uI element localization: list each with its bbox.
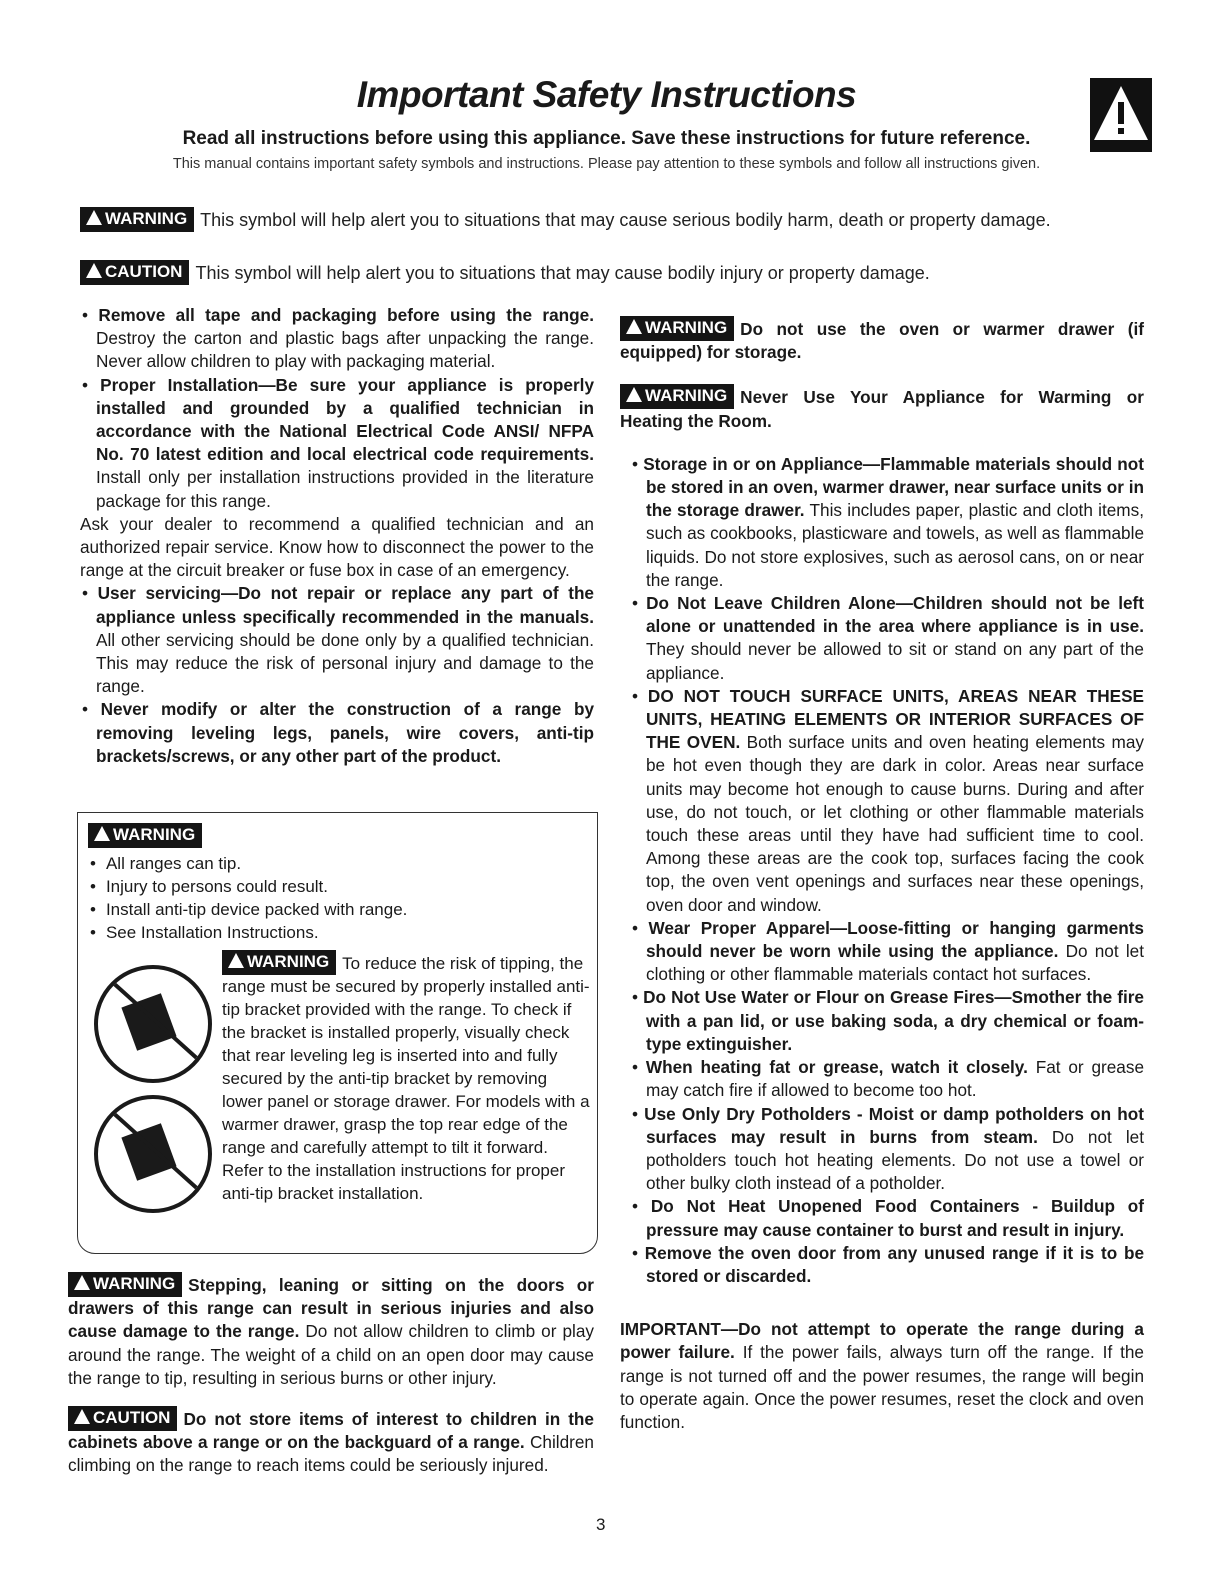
list-item: • Storage in or on Appliance—Flammable materials should not be stored in an oven, warmer drawer, near surface units or in the storage drawer. This includes paper, plastic and cloth items, such as cookbooks, plasticware and towels, as well as flammable liquids. Do not store explosives, such as aerosol cans, on or near the range. bbox=[632, 453, 1145, 590]
list-item: • Do Not Heat Unopened Food Containers - Buildup of pressure may cause container to burst and result in injury. bbox=[632, 1196, 1145, 1240]
alert-icon bbox=[74, 1409, 90, 1424]
list-item: • Injury to persons could result. bbox=[90, 875, 407, 898]
tip-list bbox=[90, 852, 407, 944]
list-item: • Remove the oven door from any unused range if it is to be stored or discarded. bbox=[632, 1242, 1144, 1286]
alert-icon bbox=[626, 319, 642, 334]
alert-icon bbox=[94, 826, 110, 841]
list-item: • Install anti-tip device packed with range. bbox=[90, 898, 407, 921]
paragraph: WARNING Do not use the oven or warmer drawer (if equipped) for storage. bbox=[620, 318, 1144, 363]
list-item: • DO NOT TOUCH SURFACE UNITS, AREAS NEAR THESE UNITS, HEATING ELEMENTS OR INTERIOR SURFACES OF THE OVEN. Both surface units and oven heating elements may be hot even though they are dark in color. Areas near surface units may become hot enough to cause burns. During and after use, do not touch, or let clothing or other flammable materials touch these areas until they have had sufficient time to cool. Among these areas are the cook top, surfaces facing the cook top, the oven vent openings and surfaces near these openings, oven door and window. bbox=[632, 685, 1145, 915]
paragraph: WARNING Never Use Your Appliance for Warming or Heating the Room. bbox=[620, 386, 1144, 431]
list-item: • See Installation Instructions. bbox=[90, 921, 407, 944]
warning-badge: WARNING bbox=[68, 1272, 182, 1297]
alert-icon bbox=[86, 263, 102, 278]
left-bottom bbox=[68, 1272, 594, 1478]
list-item: • All ranges can tip. bbox=[90, 852, 407, 875]
warning-badge: WARNING bbox=[80, 207, 194, 232]
subtitle: Read all instructions before using this appliance. Save these instructions for future reference. bbox=[182, 128, 1031, 149]
warning-badge: WARNING bbox=[222, 950, 336, 975]
alert-icon bbox=[86, 210, 102, 225]
page-title: Important Safety Instructions bbox=[356, 74, 857, 115]
list-item: • Use Only Dry Potholders - Moist or damp potholders on hot surfaces may result in burns from steam. Do not let potholders touch hot heating elements. Do not use a towel or other bulky cloth instead of a potholder. bbox=[632, 1103, 1145, 1194]
list-item: • When heating fat or grease, watch it closely. Fat or grease may catch fire if allowed to become too hot. bbox=[632, 1057, 1145, 1101]
intro-text: This manual contains important safety symbols and instructions. Please pay attention to these symbols and follow all instructions given. bbox=[172, 156, 1041, 172]
left-column bbox=[80, 304, 594, 768]
caution-badge: CAUTION bbox=[80, 260, 189, 285]
list-item: • User servicing—Do not repair or replace any part of the appliance unless specifically recommended in the manuals. All other servicing should be done only by a qualified technician. This may reduce the risk of personal injury and damage to the range. bbox=[82, 583, 594, 697]
list-item: • Wear Proper Apparel—Loose-fitting or hanging garments should never be worn while using the appliance. Do not let clothing or other flammable materials contact hot surfaces. bbox=[632, 917, 1144, 985]
list-item: • Proper Installation—Be sure your appliance is properly installed and grounded by a qualified technician in accordance with the National Electrical Code ANSI/ NFPA No. 70 latest edition and local electrical code requirements. Install only per installation instructions provided in the literature package for this range. bbox=[82, 374, 594, 511]
alert-icon bbox=[74, 1275, 90, 1290]
page-number: 3 bbox=[596, 1515, 606, 1534]
alert-icon bbox=[626, 387, 642, 402]
list-item: • Do Not Leave Children Alone—Children should not be left alone or unattended in the area where appliance is in use. They should never be allowed to sit or stand on any part of the appliance. bbox=[632, 593, 1144, 683]
list-item: • Never modify or alter the construction of a range by removing leveling legs, panels, wire covers, anti-tip brackets/screws, or any other part of the product. bbox=[82, 699, 594, 766]
right-column bbox=[620, 316, 1144, 1434]
warning-badge: WARNING bbox=[620, 316, 734, 341]
paragraph: CAUTION Do not store items of interest to children in the cabinets above a range or on the backguard of a range. Children climbing on the range to reach items could be seriously injured. bbox=[68, 1408, 594, 1476]
paragraph: WARNING Stepping, leaning or sitting on the doors or drawers of this range can result in serious injuries and also cause damage to the range. Do not allow children to climb or play around the range. The weight of a child on an open door may cause the range to tip, resulting in serious burns or other injury. bbox=[68, 1274, 594, 1388]
box-warning-badge: WARNING bbox=[88, 823, 208, 848]
caution-definition: CAUTION This symbol will help alert you to situations that may cause bodily injury or property damage. bbox=[80, 260, 930, 285]
paragraph: Ask your dealer to recommend a qualified technician and an authorized repair service. Know how to disconnect the power to the range at the circuit breaker or fuse box in case of an emergency. bbox=[80, 513, 594, 581]
important-note: IMPORTANT—Do not attempt to operate the range during a power failure. If the power fails, always turn off the range. If the range is not turned off and the power resumes, the range will begin to operate again. Once the power resumes, reset the clock and oven function. bbox=[620, 1319, 1144, 1432]
no-tip-icon bbox=[94, 965, 212, 1083]
anti-tip-text: WARNING To reduce the risk of tipping, the range must be secured by properly installed anti-tip bracket provided with the range. To check if the bracket is installed properly, visually check that rear leveling leg is inserted into and fully secured by the anti-tip bracket by removing lower panel or storage drawer. For models with a warmer drawer, grasp the top rear edge of the range and carefully attempt to tilt it forward. Refer to the installation instructions for proper anti-tip bracket installation. bbox=[222, 952, 590, 1203]
list-item: • Remove all tape and packaging before using the range. Destroy the carton and plastic bags after unpacking the range. Never allow children to play with packaging material. bbox=[82, 305, 595, 372]
list-item: • Do Not Use Water or Flour on Grease Fires—Smother the fire with a pan lid, or use baking soda, a dry chemical or foam-type extinguisher. bbox=[632, 987, 1144, 1054]
no-climb-icon bbox=[94, 1095, 212, 1213]
warning-definition: WARNING This symbol will help alert you to situations that may cause serious bodily harm, death or property damage. bbox=[80, 207, 1051, 232]
caution-badge: CAUTION bbox=[68, 1406, 177, 1431]
warning-badge: WARNING bbox=[620, 384, 734, 409]
alert-icon bbox=[228, 953, 244, 968]
